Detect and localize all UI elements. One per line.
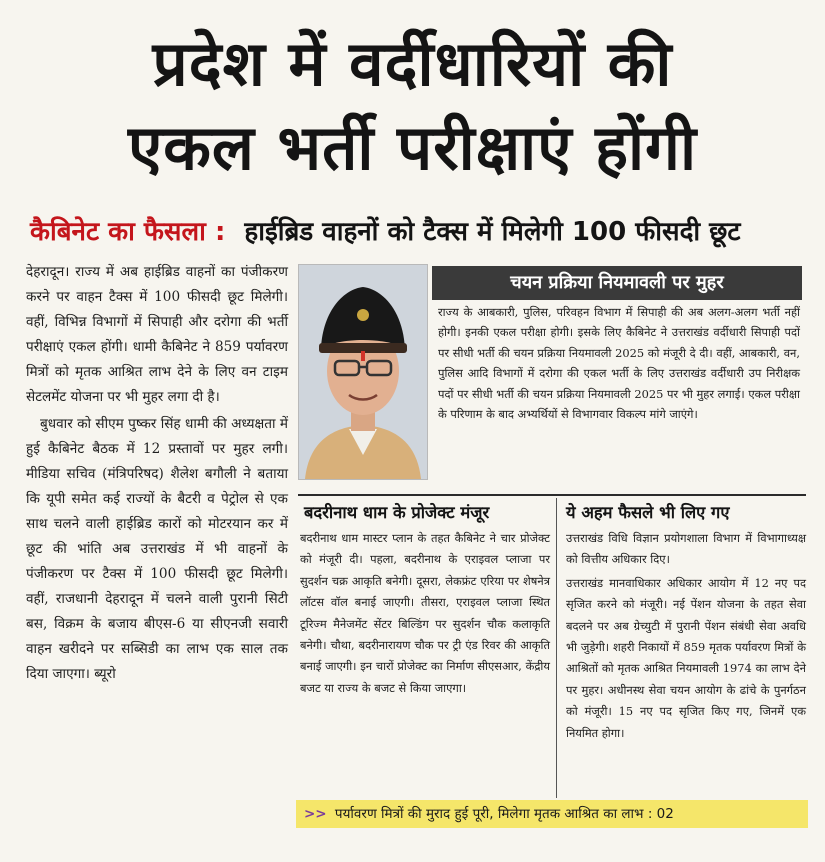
rules-box-heading: चयन प्रक्रिया नियमावली पर मुहर: [432, 266, 802, 300]
badrinath-heading: बदरीनाथ धाम के प्रोजेक्ट मंजूर: [304, 503, 490, 522]
badrinath-paragraph: बदरीनाथ धाम मास्टर प्लान के तहत कैबिनेट ने चार प्रोजेक्ट को मंजूरी दी। पहला, बदरीनाथ के एराइवल प्लाजा पर सुदर्शन चक्र आकृति बनेगी। दूसरा, लेकफ्रंट एरिया पर शेषनेत्र लॉटस वॉल बनाई जाएगी। तीसरा, एराइवल प्लाजा स्थित टूरिज्म मैनेजमेंट सेंटर बिल्डिंग पर सुदर्शन चौक कलाकृति बनेगी। चौथा, बदरीनारायण चौक पर ट्री एंड रिवर की आकृति बनाई जाएगी। इन चारों प्रोजेक्ट का निर्माण सीएसआर, केंद्रीय बजट या राज्य के बजट से किया जाएगा।: [300, 531, 550, 695]
main-story: [26, 260, 288, 840]
other-decisions-item: उत्तराखंड विधि विज्ञान प्रयोगशाला विभाग में विभागाध्यक्ष को वित्तीय अधिकार दिए।: [566, 531, 806, 567]
footer-teaser-text: पर्यावरण मित्रों की मुराद हुई पूरी, मिलेगा मृतक आश्रित का लाभ : 02: [334, 806, 674, 822]
badrinath-text: [300, 528, 550, 794]
other-decisions-item: उत्तराखंड मानवाधिकार अधिकार आयोग में 12 नए पद सृजित करने को मंजूरी। नई पेंशन योजना के तहत सेवा बदलने पर अब ग्रेच्युटी में पुरानी पेंशन संबंधी सेवा अवधि भी जुड़ेगी। शहरी निकायों में 859 मृतक पर्यावरण मित्रों के आश्रितों को मृतक आश्रित नियमावली 1974 का लाभ देने पर मुहर। अधीनस्थ सेवा चयन आयोग के ढांचे के पुनर्गठन को मंजूरी। 15 नए पद सृजित किए गए, जिनमें एक नियमित होगा।: [566, 575, 806, 740]
rules-box-text: [438, 302, 800, 490]
main-story-paragraph: बुधवार को सीएम पुष्कर सिंह धामी की अध्यक्षता में हुई कैबिनेट बैठक में 12 प्रस्तावों पर मुहर लगी। मीडिया सचिव (मंत्रिपरिषद) शैलेश बगौली ने बताया कि यूपी समेत कई राज्यों के बैटरी व पेट्रोल से एक साथ चलने वाली हाईब्रिड कारों को मोटरयान कर में छूट की भांति अब उत्तराखंड में भी वाहनों के पंजीकरण पर टैक्स में 100 फीसदी छूट मिलेगी। वहीं, राजधानी देहरादून में चलने वाली पुरानी सिटी बस, विक्रम के बजाय बीएस-6 या सीएनजी सवारी वाहन खरीदने पर सब्सिडी का लाभ एक साल तक दिया जाएगा। ब्यूरो: [26, 416, 288, 682]
footer-teaser[interactable]: [296, 800, 808, 828]
other-decisions-heading: ये अहम फैसले भी लिए गए: [566, 503, 730, 522]
double-chevron-icon: >>: [304, 806, 327, 822]
headline: [14, 22, 811, 190]
subheadline: [30, 214, 810, 250]
other-decisions-text: [566, 528, 806, 794]
headline-line-1: प्रदेश में वर्दीधारियों की: [152, 27, 673, 100]
subheadline-kicker: कैबिनेट का फैसला: [30, 217, 206, 247]
rules-box-paragraph: राज्य के आबकारी, पुलिस, परिवहन विभाग में सिपाही की अब अलग-अलग भर्ती नहीं होगी। इनकी एकल परीक्षा होगी। इसके लिए कैबिनेट ने उत्तराखंड वर्दीधारी सिपाही पदों पर सीधी भर्ती की चयन प्रक्रिया नियमावली 2025 को मंजूरी दे दी। वहीं, आबकारी, वन, पुलिस आदि विभागों में दरोगा की एकल भर्ती के लिए उत्तराखंड वर्दीधारी उप निरीक्षक पदों पर सीधी भर्ती की चयन प्रक्रिया नियमावली 2025 पर भी मुहर लगाई। एकल परीक्षा के परिणाम के बाद अभ्यर्थियों से विभागवार विकल्प मांगे जाएंगे।: [438, 305, 800, 422]
subheadline-colon: :: [214, 217, 226, 247]
subheadline-text: हाईब्रिड वाहनों को टैक्स में मिलेगी 100 फीसदी छूट: [244, 217, 741, 247]
main-story-paragraph: देहरादून। राज्य में अब हाईब्रिड वाहनों का पंजीकरण करने पर वाहन टैक्स में 100 फीसदी छूट मिलेगी। वहीं, विभिन्न विभागों में सिपाही और दरोगा की भर्ती परीक्षाएं एकल होंगी। धामी कैबिनेट ने 859 पर्यावरण मित्रों को मृतक आश्रित लाभ देने के लिए वन टाइम सेटलमेंट योजना पर भी मुहर लगा दी है।: [26, 264, 288, 405]
portrait-photo: [298, 264, 428, 480]
headline-line-2: एकल भर्ती परीक्षाएं होंगी: [127, 111, 698, 184]
column-divider: [556, 498, 557, 798]
section-divider: [298, 494, 806, 496]
